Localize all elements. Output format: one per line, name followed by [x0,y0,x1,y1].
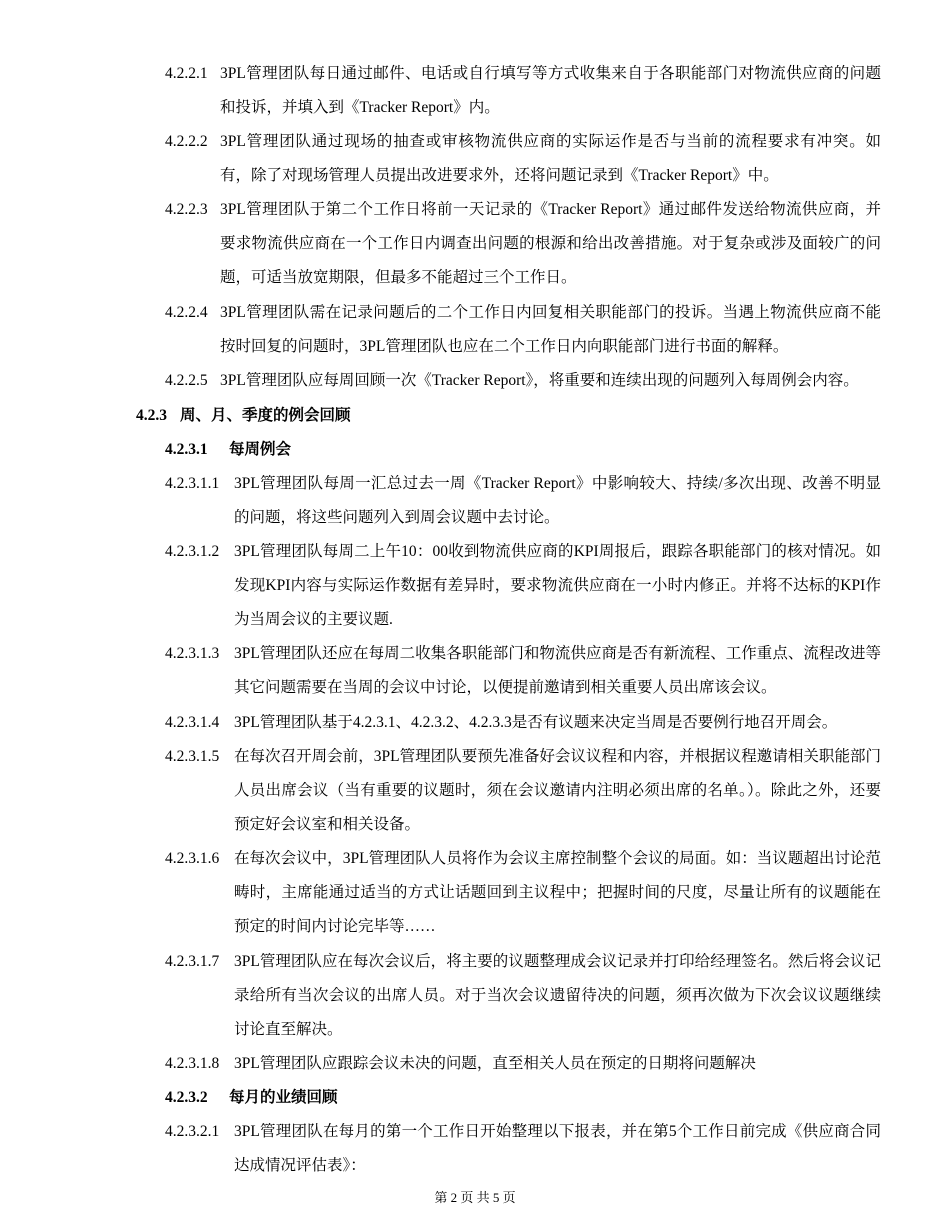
clause-4-2-2-3 [165,193,881,295]
section-number: 4.2.3 [136,407,167,424]
clause-4-2-2-1 [165,57,881,125]
clause-4-2-3-1-3 [165,637,881,705]
clause-4-2-3-1-6 [165,842,881,944]
clause-text: 在每次召开周会前，3PL管理团队要预先准备好会议议程和内容，并根据议程邀请相关职能部门人员出席会议（当有重要的议题时，须在会议邀请内注明必须出席的名单。）。除此之外，还要预定好会议室和相关设备。 [234,748,881,833]
clause-4-2-3-1-7 [165,945,881,1047]
clause-number: 4.2.2.1 [165,65,208,82]
clause-4-2-3-1-4 [165,706,881,740]
clause-text: 在每次会议中，3PL管理团队人员将作为会议主席控制整个会议的局面。如：当议题超出讨论范畴时，主席能通过适当的方式让话题回到主议程中；把握时间的尺度，尽量让所有的议题能在预定的时间内讨论完毕等…… [234,850,881,935]
page-footer: 第 2 页 共 5 页 [434,1190,516,1205]
clause-4-2-3-1-5 [165,740,881,842]
clause-number: 4.2.3.2.1 [165,1123,220,1140]
clause-text: 3PL管理团队通过现场的抽查或审核物流供应商的实际运作是否与当前的流程要求有冲突。如有，除了对现场管理人员提出改进要求外，还将问题记录到《Tracker Report》中。 [220,133,881,184]
section-title: 周、月、季度的例会回顾 [180,407,351,424]
clause-4-2-3-1-8 [165,1047,881,1081]
clause-number: 4.2.3.1.4 [165,714,220,731]
clause-text: 3PL管理团队应每周回顾一次《Tracker Report》，将重要和连续出现的问题列入每周例会内容。 [220,372,859,389]
section-number: 4.2.3.1 [165,441,208,458]
clause-number: 4.2.2.5 [165,372,208,389]
clause-number: 4.2.3.1.1 [165,475,220,492]
clause-4-2-3-1-2 [165,535,881,637]
clause-text: 3PL管理团队每日通过邮件、电话或自行填写等方式收集来自于各职能部门对物流供应商的问题和投诉，并填入到《Tracker Report》内。 [220,65,881,116]
section-heading-4-2-3-1 [165,433,291,467]
clause-4-2-3-2-1 [165,1115,881,1183]
clause-number: 4.2.2.4 [165,304,208,321]
clause-4-2-2-4 [165,296,881,364]
clause-number: 4.2.3.1.2 [165,543,220,560]
clause-number: 4.2.3.1.6 [165,850,220,867]
clause-text: 3PL管理团队于第二个工作日将前一天记录的《Tracker Report》通过邮件发送给物流供应商，并要求物流供应商在一个工作日内调查出问题的根源和给出改善措施。对于复杂或涉及面较广的问题，可适当放宽期限，但最多不能超过三个工作日。 [220,201,881,286]
clause-text: 3PL管理团队每周一汇总过去一周《Tracker Report》中影响较大、持续/多次出现、改善不明显的问题，将这些问题列入到周会议题中去讨论。 [234,475,881,526]
clause-4-2-2-2 [165,125,881,193]
clause-text: 3PL管理团队还应在每周二收集各职能部门和物流供应商是否有新流程、工作重点、流程改进等其它问题需要在当周的会议中讨论，以便提前邀请到相关重要人员出席该会议。 [234,645,881,696]
clause-text: 3PL管理团队在每月的第一个工作日开始整理以下报表，并在第5个工作日前完成《供应商合同达成情况评估表》： [234,1123,881,1174]
section-title: 每月的业绩回顾 [229,1089,338,1106]
clause-text: 3PL管理团队基于4.2.3.1、4.2.3.2、4.2.3.3是否有议题来决定当周是否要例行地召开周会。 [234,714,838,731]
clause-text: 3PL管理团队应在每次会议后，将主要的议题整理成会议记录并打印给经理签名。然后将会议记录给所有当次会议的出席人员。对于当次会议遗留待决的问题，须再次做为下次会议议题继续讨论直至解决。 [234,953,881,1038]
clause-number: 4.2.3.1.7 [165,953,220,970]
clause-number: 4.2.2.2 [165,133,208,150]
clause-4-2-2-5 [165,364,881,398]
clause-number: 4.2.2.3 [165,201,208,218]
clause-number: 4.2.3.1.3 [165,645,220,662]
clause-text: 3PL管理团队每周二上午10：00收到物流供应商的KPI周报后，跟踪各职能部门的核对情况。如发现KPI内容与实际运作数据有差异时，要求物流供应商在一小时内修正。并将不达标的KPI作为当周会议的主要议题. [234,543,881,628]
clause-number: 4.2.3.1.5 [165,748,220,765]
clause-text: 3PL管理团队需在记录问题后的二个工作日内回复相关职能部门的投诉。当遇上物流供应商不能按时回复的问题时，3PL管理团队也应在二个工作日内向职能部门进行书面的解释。 [220,304,881,355]
clause-number: 4.2.3.1.8 [165,1055,220,1072]
section-heading-4-2-3-2 [165,1081,338,1115]
section-heading-4-2-3 [136,399,351,433]
clause-4-2-3-1-1 [165,467,881,535]
clause-text: 3PL管理团队应跟踪会议未决的问题，直至相关人员在预定的日期将问题解决 [234,1055,756,1072]
section-title: 每周例会 [229,441,292,458]
section-number: 4.2.3.2 [165,1089,208,1106]
